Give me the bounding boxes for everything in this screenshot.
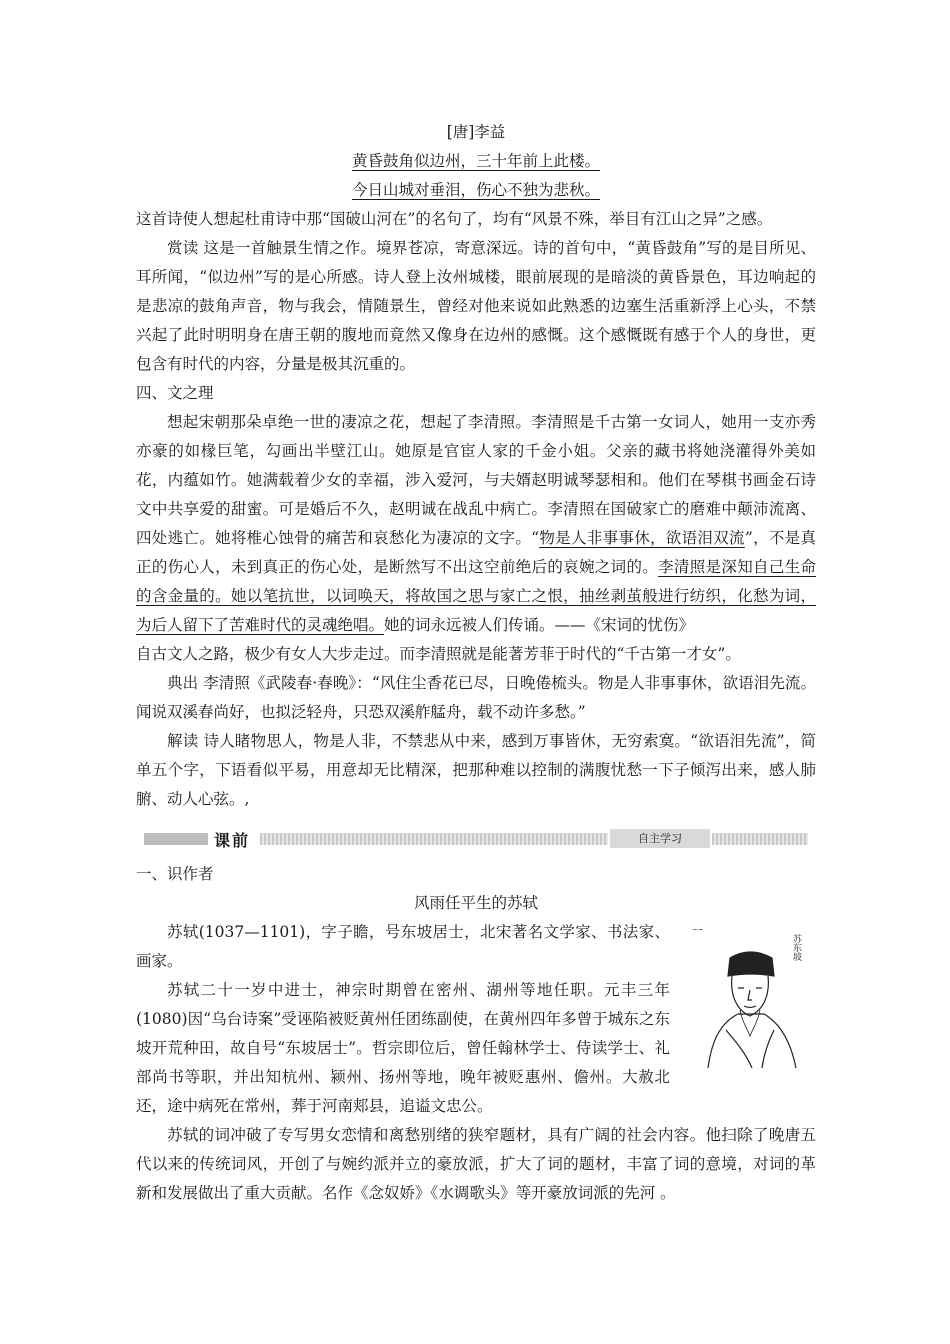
- bio-paragraph: 苏轼的词冲破了专写男女恋情和离愁别绪的狭窄题材，具有广阔的社会内容。他扫除了晚唐五代以来的传统词风，开创了与婉约派并立的豪放派，扩大了词的题材，丰富了词的意境，对词的革新和发展做出了重大贡献。名作《念奴娇》《水调歌头》等开豪放词派的先河 。: [136, 1126, 816, 1202]
- section-banner: [136, 828, 816, 850]
- banner-tag: 自主学习: [610, 829, 710, 848]
- underlined-quote: 物是人非事事休，欲语泪双流: [539, 529, 745, 547]
- poem-line: 今日山城对垂泪，伤心不独为悲秋。: [351, 181, 600, 199]
- source-paragraph: 典出 李清照《武陵春·春晚》：“风住尘香花已尽，日晚倦梳头。物是人非事事休，欲语泪先流。闻说双溪春尚好，也拟泛轻舟，只恐双溪舴艋舟，载不动许多愁。”: [136, 674, 816, 721]
- author-heading: 风雨任平生的苏轼: [413, 894, 538, 912]
- summary-paragraph: 自古文人之路，极少有女人大步走过。而李清照就是能著芳菲于时代的“千古第一才女”。: [136, 645, 741, 663]
- banner-title: 课前: [214, 831, 251, 850]
- essay-paragraph: 想起宋朝那朵卓绝一世的凄凉之花，想起了李清照。李清照是千古第一女词人，她用一支亦秀亦豪的如椽巨笔，勾画出半壁江山。她原是官宦人家的千金小姐。父亲的藏书将她浇灌得外美如花，内蕴如竹。她满载着少女的幸福，涉入爱河，与夫婿赵明诚琴瑟相和。他们在琴棋书画金石诗文中共享爱的甜蜜。可是婚后不久，赵明诚在战乱中病亡。李清照在国破家亡的磨难中颠沛流离、四处逃亡。她将椎心蚀骨的痛苦和哀愁化为凄凉的文字。“物是人非事事休，欲语泪双流”，不是真正的伤心人，未到真正的伤心处，是断然写不出这空前绝后的哀婉之词的。李清照是深知自己生命的含金量的。她以笔抗世，以词唤天，将故国之思与家亡之恨，抽丝剥茧般进行纺织，化愁为词，为后人留下了苦难时代的灵魂绝唱。她的词永远被人们传诵。——《宋词的忧伤》: [136, 413, 816, 634]
- portrait-inscription: ~~: [692, 926, 704, 934]
- section-title: 四、文之理: [136, 384, 214, 402]
- portrait-image: [678, 918, 816, 1068]
- intro-paragraph: 这首诗使人想起杜甫诗中那“国破山河在”的名句了，均有“风景不殊，举目有江山之异”之感。: [136, 210, 773, 228]
- bio-paragraph: 苏轼(1037—1101)，字子瞻，号东坡居士，北宋著名文学家、书法家、画家。: [136, 923, 670, 970]
- interpretation-paragraph: 解读 诗人睹物思人，物是人非，不禁悲从中来，感到万事皆休，无穷索寞。“欲语泪先流”，简单五个字，下语看似平易，用意却无比精深，把那种难以控制的满腹忧愁一下子倾泻出来，感人肺腑、动人心弦。,: [136, 732, 816, 808]
- banner-bar: [260, 833, 608, 845]
- section-title: 一、识作者: [136, 865, 214, 883]
- bio-paragraph: 苏轼二十一岁中进士，神宗时期曾在密州、湖州等地任职。元丰三年(1080)因“乌台诗案”受诬陷被贬黄州任团练副使，在黄州四年多曾于城东之东坡开荒种田，故自号“东坡居士”。哲宗即位后，曾任翰林学士、侍读学士、礼部尚书等职，并出知杭州、颍州、扬州等地，晚年被贬惠州、儋州。大赦北还，途中病死在常州，葬于河南郏县，追谥文忠公。: [136, 981, 670, 1115]
- poem-author: [唐]李益: [446, 123, 506, 141]
- poem-line: 黄昏鼓角似边州，三十年前上此楼。: [351, 152, 600, 170]
- appreciation-paragraph: 赏读 这是一首触景生情之作。境界苍凉，寄意深远。诗的首句中，“黄昏鼓角”写的是目所见、耳所闻，“似边州”写的是心所感。诗人登上汝州城楼，眼前展现的是暗淡的黄昏景色，耳边响起的是悲凉的鼓角声音，物与我会，情随景生，曾经对他来说如此熟悉的边塞生活重新浮上心头，不禁兴起了此时明明身在唐王朝的腹地而竟然又像身在边州的感慨。这个感慨既有感于个人的身世，更包含有时代的内容，分量是极其沉重的。: [136, 239, 816, 373]
- portrait-label: 苏东坡: [791, 934, 801, 961]
- page-body: [136, 118, 816, 1208]
- banner-bar: [144, 833, 208, 845]
- banner-bar: [712, 833, 808, 845]
- underlined-sentence: 李清照是深知自己生命的含金量的。她以笔抗世，以词唤天，将故国之思与家亡之恨，抽丝剥茧般进行纺织，化愁为词，为后人留下了苦难时代的灵魂绝唱。: [136, 558, 816, 634]
